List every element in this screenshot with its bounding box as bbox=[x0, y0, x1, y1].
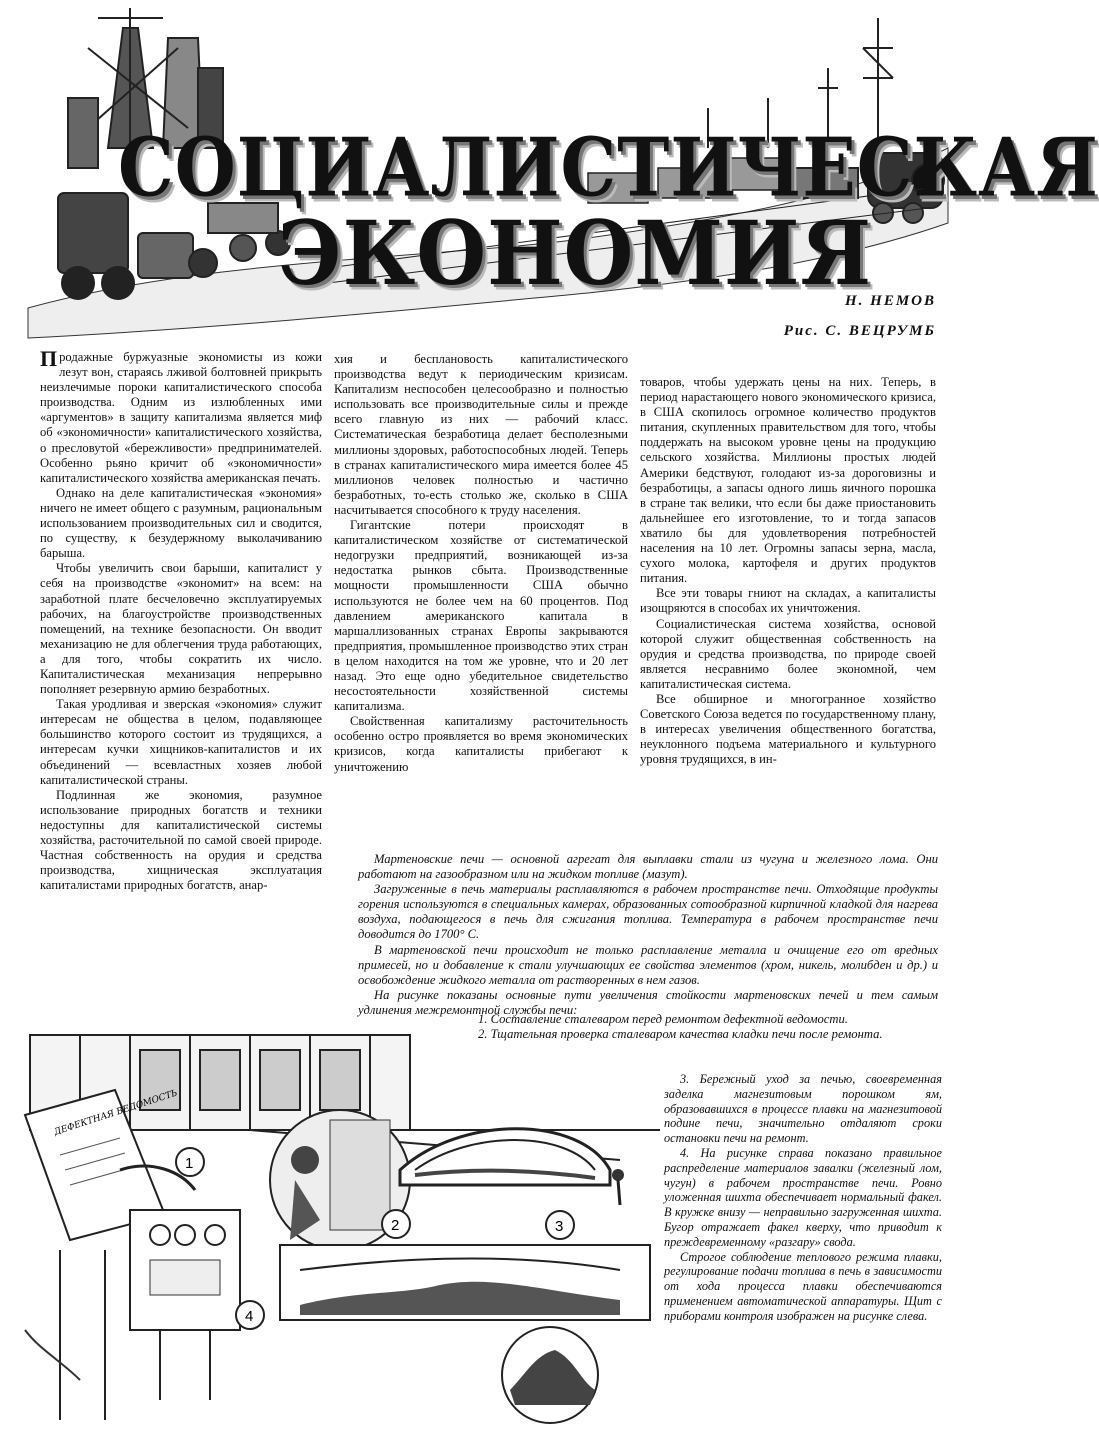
furnace-illustration bbox=[20, 1020, 660, 1430]
marker-4-label: 4 bbox=[245, 1308, 254, 1325]
paragraph: Чтобы увеличить свои барыши, капиталист у себя на производстве «экономит» на всем: на заработной плате бесчеловечно эксплуатируемых рабочих, на благоустройстве производственных помещений, на технике безопасности. Он вводит механизацию не для облегчения труда работающих, а для того, чтобы сократить их число. Капиталистическая механизация непрерывно пополняет резервную армию безработных. bbox=[40, 561, 322, 697]
paragraph: товаров, чтобы удержать цены на них. Теперь, в период нарастающего нового экономического кризиса, в США скопилось огромное количество продуктов питания, скупленных правительством для того, чтобы поддержать на высоком уровне цены на продукцию сельского хозяйства. Миллионы простых людей Америки бедствуют, голодают из-за дороговизны и безработицы, а запасы одного лишь яичного порошка в стране так велики, что если бы даже приостановить дальнейшее его изготовление, то и тогда запасов хватило бы для удовлетворения потребностей населения на 10 лет. Огромны запасы зерна, масла, сухого молока, картофеля и других продуктов питания. bbox=[640, 375, 936, 586]
paragraph: Однако на деле капиталистическая «экономия» ничего не имеет общего с разумным, рациональным использованием производительных сил и сводится, по существу, к безудержному выколачиванию барыша. bbox=[40, 485, 322, 561]
paragraph: Продажные буржуазные экономисты из кожи лезут вон, стараясь лживой болтовней прикрыть неизлечимые пороки капиталистического способа производства. Одним из излюбленных ими «аргументов» в защиту капитализма является миф об «экономичности» капиталистического хозяйства, о пресловутой «бережливости» предпринимателей. Особенно рьяно кричит об «экономичности» капиталистического хозяйства американская печать. bbox=[40, 346, 322, 485]
marker-3-label: 3 bbox=[555, 1218, 564, 1235]
control-panel-drawing bbox=[25, 1210, 240, 1420]
caption-right bbox=[664, 1072, 942, 1324]
paragraph: хия и бесплановость капиталистического производства ведут к периодическим кризисам. Капитализм неспособен целесообразно и полностью использовать все производительные силы и прежде всего главную из них — рабочий класс. Систематическая безработица делает бесполезными миллионы здоровых, работоспособных людей. Теперь в странах капиталистического мира имеется более 45 миллионов человек полностью и частично безработных, то-есть столько же, сколько в США насчитывается способного к труду населения. bbox=[334, 352, 628, 517]
furnace-charge-drawing bbox=[236, 1245, 650, 1423]
caption-intro bbox=[358, 852, 938, 1018]
caption-paragraph: Строгое соблюдение теплового режима плавки, регулирование подачи топлива в печь в зависимости от хода процесса плавки обеспечиваются применением автоматической аппаратуры. Щит с приборами контроля изображен на рисунке слева. bbox=[664, 1249, 942, 1323]
caption-paragraph: 4. На рисунке справа показано правильное распределение материалов завалки (железный лом, чугун) в рабочем пространстве печи. Ровно уложенная шихта обеспечивает нормальный факел. В кружке внизу — неправильно загруженная шихта. Бугор отражает факел кверху, что приводит к преждевременному «разгару» свода. bbox=[664, 1145, 942, 1249]
title-line-2: ЭКОНОМИЯ bbox=[278, 201, 873, 305]
caption-paragraph: На рисунке показаны основные пути увеличения стойкости мартеновских печей и тем самым удлинения межремонтной службы печи: bbox=[358, 987, 938, 1017]
article-column-2 bbox=[334, 352, 628, 827]
paragraph: Социалистическая система хозяйства, основой которой служит общественная собственность на орудия и средства производства, по природе своей является несравнимо более экономной, чем капиталистическая система. bbox=[640, 616, 936, 691]
marker-2-label: 2 bbox=[391, 1217, 400, 1234]
caption-paragraph: 3. Бережный уход за печью, своевременная заделка магнезитовым порошком ям, образовавшихся в процессе плавки на магнезитовой подине печи, значительно отдаляют сроки остановки печи на ремонт. bbox=[664, 1072, 942, 1146]
illustrator-credit: Рис. С. ВЕЦРУМБ bbox=[783, 323, 936, 339]
caption-paragraph: Загруженные в печь материалы расплавляются в рабочем пространстве печи. Отходящие продукты горения используются в специальных камерах, образованных сотообразной кирпичной кладкой для нагрева воздуха, подающегося в печь для сжигания топлива. Температура в рабочем пространстве печи доводится до 1700° С. bbox=[358, 882, 938, 942]
defect-sheet-title: ДЕФЕКТНАЯ ВЕДОМОСТЬ bbox=[52, 1088, 179, 1138]
caption-paragraph: Мартеновские печи — основной агрегат для выплавки стали из чугуна и железного лома. Они работают на газообразном или на жидком топливе (мазут). bbox=[358, 852, 938, 882]
author: Н. НЕМОВ bbox=[844, 293, 936, 309]
paragraph: Свойственная капитализму расточительность особенно остро проявляется во время экономических кризисов, когда капиталисты прибегают к уничтожению bbox=[334, 714, 628, 774]
title-line-1: СОЦИАЛИСТИЧЕСКАЯ bbox=[118, 119, 1099, 216]
caption-paragraph: В мартеновской печи происходит не только расплавление металла и очищение его от вредных примесей, но и добавление к стали улучшающих ее свойства элементов (хром, никель, молибден и др.) и освобождение жидкого металла от растворенных в нем газов. bbox=[358, 942, 938, 987]
paragraph: Подлинная же экономия, разумное использование природных богатств и техники недоступны для капиталистической системы хозяйства, расточительной по самой своей природе. Частная собственность на орудия и средства производства, хищническая эксплуатация капиталистами природных богатств, анар- bbox=[40, 787, 322, 893]
marker-1-label: 1 bbox=[185, 1155, 194, 1172]
article-column-1 bbox=[40, 346, 322, 1030]
paragraph: Все эти товары гниют на складах, а капиталисты изощряются в способах их уничтожения. bbox=[640, 586, 936, 616]
worker-inspection-drawing bbox=[270, 1110, 410, 1250]
header-illustration bbox=[28, 8, 1099, 339]
paragraph: Гигантские потери происходят в капиталистическом хозяйстве от систематической недогрузки предприятий, возникающей из-за недостатка рынков сбыта. Производственные мощности промышленности США обычно используются не более чем на 60 процентов. Под давлением американского капитала в маршаллизованных странах Европы закрываются предприятия, промышленное производство этих стран в целом находится на том же уровне, что и 20 лет назад. Это еще одно убедительное свидетельство несостоятельности хозяйственной системы капитализма. bbox=[334, 518, 628, 714]
caption-step: 1. Составление сталеваром перед ремонтом дефектной ведомости. bbox=[478, 1012, 848, 1026]
paragraph: Такая уродливая и зверская «экономия» служит интересам не общества в целом, подавляющее большинство которого состоит из трудящихся, а интересам кучки хищников-капиталистов и их объединений — всевластных хозяев любой капиталистической страны. bbox=[40, 697, 322, 787]
paragraph: Все обширное и многогранное хозяйство Советского Союза ведется по государственному плану, в интересах увеличения общественного богатства, неуклонного подъема материального и культурного уровня трудящихся, в ин- bbox=[640, 691, 936, 767]
article-column-3 bbox=[640, 375, 936, 827]
caption-step: 2. Тщательная проверка сталеваром качества кладки печи после ремонта. bbox=[478, 1027, 883, 1042]
